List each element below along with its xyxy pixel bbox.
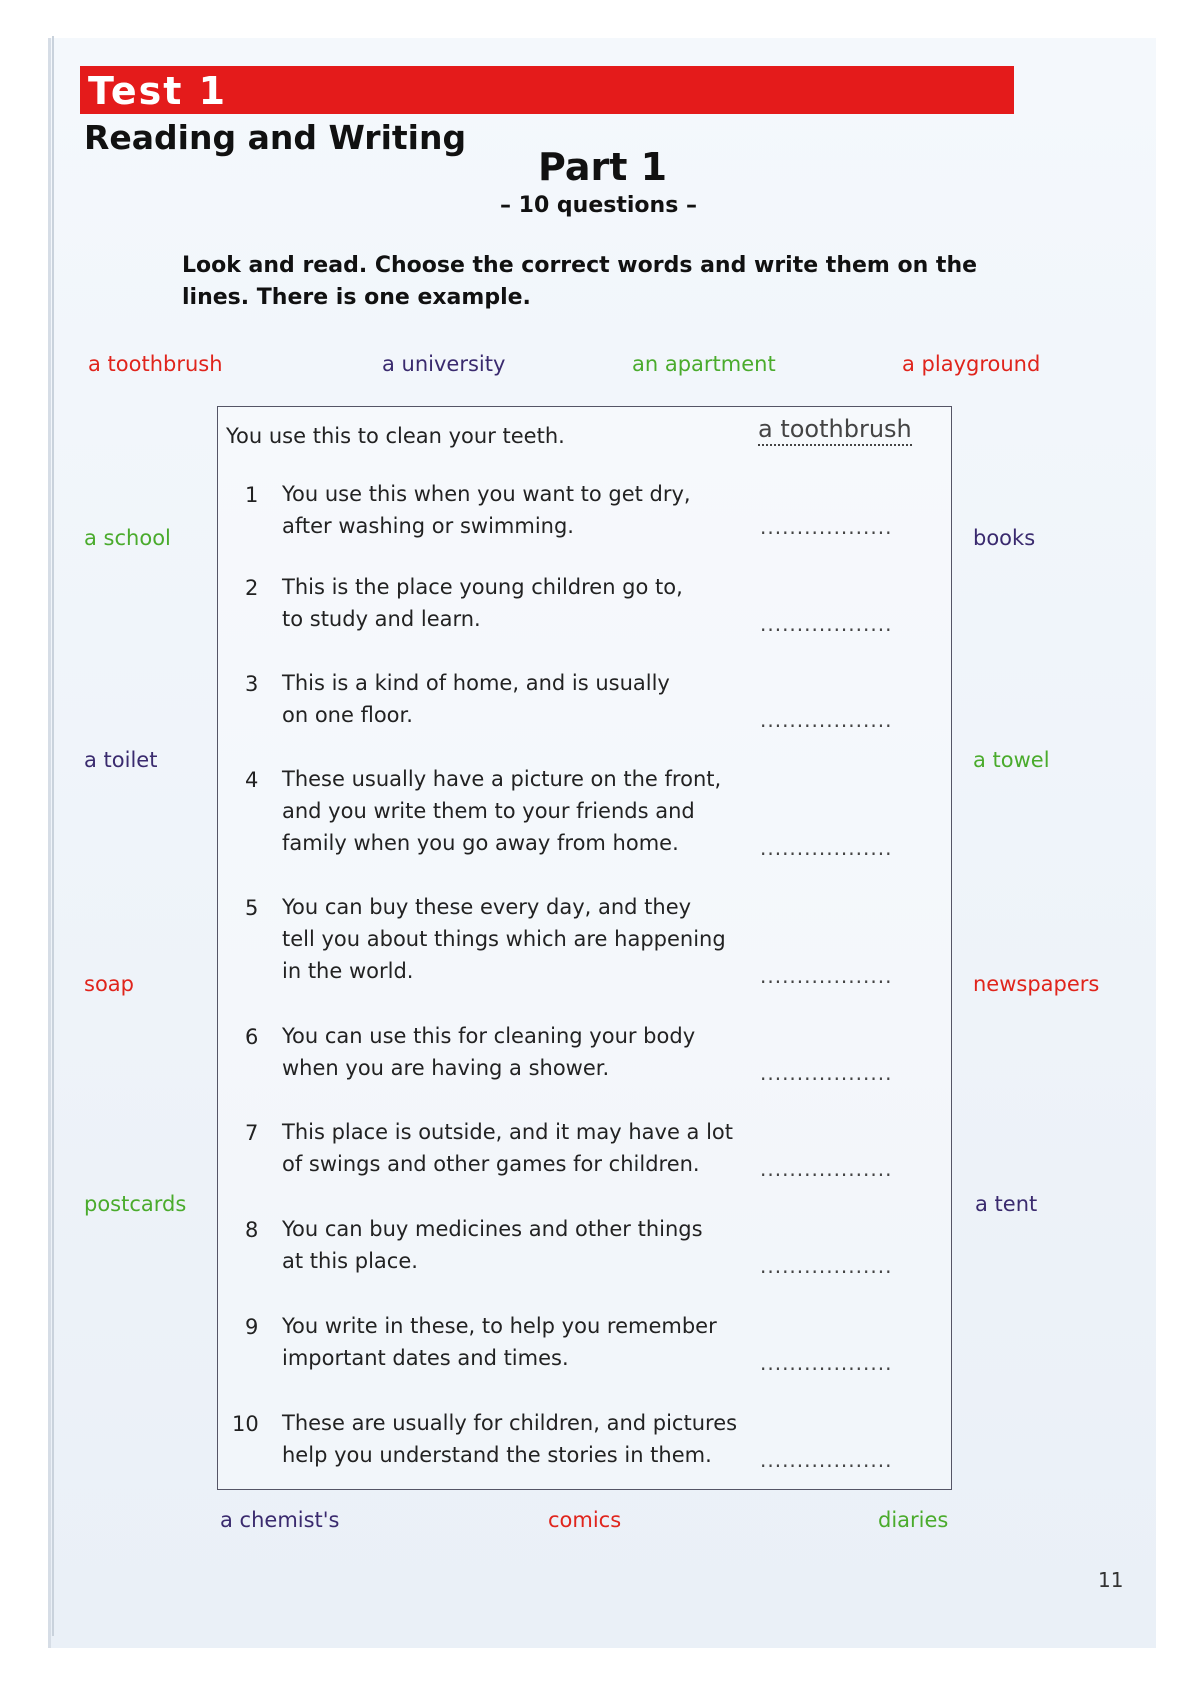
- word-bank-item: an apartment: [632, 352, 776, 376]
- part-title: Part 1: [538, 145, 668, 189]
- word-bank-item: a school: [84, 526, 171, 550]
- word-bank-item: a toothbrush: [88, 352, 223, 376]
- question-number: 1: [245, 483, 259, 507]
- question-number: 9: [245, 1315, 259, 1339]
- question-number: 7: [245, 1121, 259, 1145]
- question-number: 2: [245, 576, 259, 600]
- instructions: Look and read. Choose the correct words and write them on the lines. There is one example.: [182, 253, 978, 310]
- question-text: These are usually for children, and pictures help you understand the stories in them.: [282, 1411, 738, 1467]
- question-number: 4: [245, 768, 259, 792]
- word-bank-item: a chemist's: [220, 1508, 340, 1532]
- word-bank-item: postcards: [84, 1192, 187, 1216]
- question-count-subtitle: – 10 questions –: [500, 193, 697, 218]
- word-bank-item: diaries: [878, 1508, 949, 1532]
- question-text: You can use this for cleaning your body when you are having a shower.: [282, 1024, 696, 1080]
- question-text: You write in these, to help you remember important dates and times.: [282, 1314, 717, 1370]
- section-title: Reading and Writing: [84, 118, 467, 157]
- word-bank-item: a tent: [975, 1192, 1038, 1216]
- question-number: 6: [245, 1025, 259, 1049]
- answer-line[interactable]: ..................: [760, 1448, 893, 1472]
- answer-line[interactable]: ..................: [760, 1061, 893, 1085]
- answer-line[interactable]: ..................: [760, 708, 893, 732]
- word-bank-item: a towel: [973, 748, 1050, 772]
- question-text: You can buy medicines and other things at this place.: [282, 1217, 703, 1273]
- answer-line[interactable]: ..................: [760, 1157, 893, 1181]
- answer-line[interactable]: ..................: [760, 515, 893, 539]
- page-number: 11: [1098, 1568, 1124, 1592]
- question-text: This place is outside, and it may have a lot of swings and other games for children.: [282, 1120, 733, 1176]
- question-number: 10: [232, 1412, 259, 1436]
- answer-line[interactable]: ..................: [760, 1254, 893, 1278]
- question-text: This is a kind of home, and is usually on one floor.: [282, 671, 670, 727]
- answer-line[interactable]: ..................: [760, 1351, 893, 1375]
- example-question: You use this to clean your teeth.: [226, 424, 565, 448]
- word-bank-item: newspapers: [973, 972, 1100, 996]
- test-banner: [80, 66, 1014, 114]
- word-bank-item: comics: [548, 1508, 622, 1532]
- word-bank-item: a toilet: [84, 748, 158, 772]
- word-bank-item: a playground: [902, 352, 1041, 376]
- example-answer: a toothbrush: [758, 414, 912, 446]
- question-text: These usually have a picture on the front, and you write them to your friends and family when you go away from home.: [282, 767, 722, 855]
- word-bank-item: a university: [382, 352, 506, 376]
- question-number: 5: [245, 896, 259, 920]
- answer-line[interactable]: ..................: [760, 836, 893, 860]
- question-text: You use this when you want to get dry, after washing or swimming.: [282, 482, 691, 538]
- question-text: This is the place young children go to, to study and learn.: [282, 575, 683, 631]
- word-bank-item: books: [973, 526, 1036, 550]
- answer-line[interactable]: ..................: [760, 612, 893, 636]
- question-text: You can buy these every day, and they tell you about things which are happening in the world.: [282, 895, 726, 983]
- question-number: 8: [245, 1218, 259, 1242]
- test-title: Test 1: [88, 69, 228, 113]
- question-number: 3: [245, 672, 259, 696]
- word-bank-item: soap: [84, 972, 134, 996]
- answer-line[interactable]: ..................: [760, 964, 893, 988]
- book-spine-edge: [52, 36, 54, 1636]
